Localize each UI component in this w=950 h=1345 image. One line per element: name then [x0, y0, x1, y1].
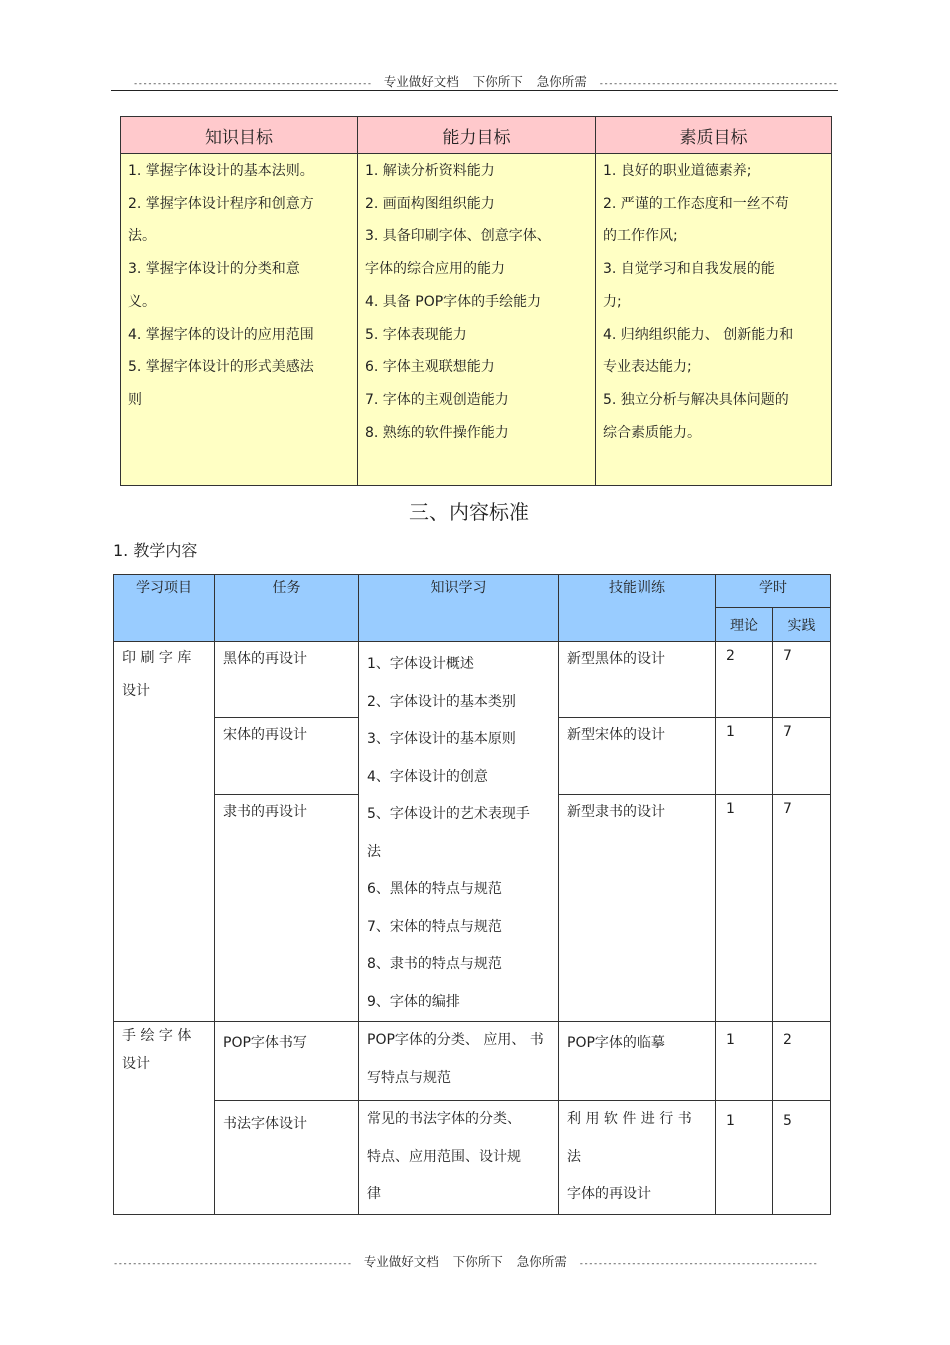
theory-hours-cell: 2 — [716, 642, 773, 718]
task-cell — [215, 642, 359, 718]
knowledge-header: 知识学习 — [359, 575, 559, 642]
quality-goals-cell — [596, 154, 832, 486]
skill-header: 技能训练 — [559, 575, 716, 642]
project-header: 学习项目 — [114, 575, 215, 642]
knowledge-goal-line: 4. 掌握字体的设计的应用范围 — [128, 326, 314, 343]
header-phrase: 专业做好文档 — [383, 74, 459, 89]
knowledge-line: POP字体的分类、 应用、 书 — [367, 1032, 544, 1048]
skill-line: 字体的再设计 — [567, 1186, 651, 1202]
theory-hours-cell: 1 — [716, 718, 773, 794]
project-cell — [114, 642, 215, 1022]
footer-phrase: 专业做好文档 — [363, 1254, 439, 1269]
knowledge-goal-line: 义。 — [128, 293, 156, 310]
content-header-row — [114, 575, 831, 608]
knowledge-line: 特点、应用范围、设计规 — [367, 1148, 521, 1165]
knowledge-cell — [359, 642, 559, 1022]
ability-goal-line: 字体的综合应用的能力 — [365, 261, 505, 278]
practice-header: 实践 — [773, 608, 831, 642]
knowledge-cell — [359, 1101, 559, 1215]
practice-hours-cell: 7 — [773, 794, 831, 1021]
knowledge-goal-line: 3. 掌握字体设计的分类和意 — [128, 261, 300, 278]
task-cell — [215, 718, 359, 794]
knowledge-goal-line: 1. 掌握字体设计的基本法则。 — [128, 163, 314, 179]
ability-goal-line: 1. 解读分析资料能力 — [365, 163, 495, 179]
ability-goal-header: 能力目标 — [358, 117, 596, 154]
practice-hours-cell: 5 — [773, 1101, 831, 1215]
practice-hours-cell: 7 — [773, 642, 831, 718]
skill-text: 新型黑体的设计 — [567, 651, 665, 667]
project-line: 设计 — [122, 1056, 150, 1072]
knowledge-goal-line: 2. 掌握字体设计程序和创意方 — [128, 195, 314, 212]
table-row — [114, 1101, 831, 1215]
knowledge-goal-line: 法。 — [128, 228, 156, 245]
header-dashes-right: -------------------------------------------------- — [598, 79, 838, 89]
header-phrase: 下你所下 — [472, 74, 523, 89]
ability-goal-line: 8. 熟练的软件操作能力 — [365, 424, 509, 441]
skill-text: POP字体的临摹 — [567, 1035, 665, 1051]
theory-hours-cell: 1 — [716, 1022, 773, 1101]
page-header — [133, 72, 837, 90]
knowledge-line: 5、字体设计的艺术表现手 — [367, 806, 530, 822]
knowledge-line: 写特点与规范 — [367, 1069, 451, 1086]
footer-dashes-left: -------------------------------------------------- — [113, 1259, 352, 1269]
task-cell — [215, 1022, 359, 1101]
task-cell — [215, 794, 359, 1021]
quality-goal-line: 1. 良好的职业道德素养; — [603, 163, 752, 179]
theory-header: 理论 — [716, 608, 773, 642]
footer-dashes-right: -------------------------------------------------- — [578, 1259, 818, 1269]
footer-text — [364, 1254, 567, 1269]
project-cell — [114, 1022, 215, 1215]
project-line: 设计 — [122, 683, 150, 699]
practice-hours-cell: 2 — [773, 1022, 831, 1101]
quality-goal-line: 5. 独立分析与解决具体问题的 — [603, 391, 789, 408]
task-text: 黑体的再设计 — [223, 651, 307, 667]
knowledge-line: 7、宋体的特点与规范 — [367, 918, 502, 935]
knowledge-goal-line: 5. 掌握字体设计的形式美感法 — [128, 359, 314, 376]
footer-phrase: 下你所下 — [452, 1254, 503, 1269]
theory-hours-cell: 1 — [716, 794, 773, 1021]
task-text: 隶书的再设计 — [223, 803, 307, 820]
knowledge-line: 律 — [367, 1186, 381, 1202]
skill-cell — [559, 1101, 716, 1215]
table-row — [114, 642, 831, 718]
footer-phrase: 急你所需 — [516, 1254, 567, 1269]
hours-header: 学时 — [716, 575, 831, 608]
knowledge-cell — [359, 1022, 559, 1101]
header-phrase: 急你所需 — [536, 74, 587, 89]
knowledge-goal-header: 知识目标 — [121, 117, 358, 154]
ability-goal-line: 4. 具备 POP字体的手绘能力 — [365, 293, 542, 310]
ability-goal-line: 3. 具备印刷字体、创意字体、 — [365, 228, 551, 245]
page-footer — [113, 1252, 817, 1270]
section-title: 三、内容标准 — [409, 500, 529, 524]
ability-goal-line: 7. 字体的主观创造能力 — [365, 391, 509, 408]
skill-text: 新型宋体的设计 — [567, 727, 665, 744]
ability-goals-cell — [358, 154, 596, 486]
skill-cell — [559, 794, 716, 1021]
knowledge-line: 9、字体的编排 — [367, 993, 460, 1010]
quality-goal-header: 素质目标 — [596, 117, 832, 154]
quality-goal-line: 3. 自觉学习和自我发展的能 — [603, 261, 775, 278]
objectives-body-row — [121, 154, 832, 486]
table-row — [114, 1022, 831, 1101]
skill-cell — [559, 718, 716, 794]
ability-goal-line: 2. 画面构图组织能力 — [365, 195, 495, 212]
knowledge-line: 1、字体设计概述 — [367, 656, 474, 672]
knowledge-line: 常见的书法字体的分类、 — [367, 1111, 521, 1127]
skill-text: 新型隶书的设计 — [567, 803, 665, 820]
quality-goal-line: 的工作作风; — [603, 228, 678, 245]
knowledge-line: 2、字体设计的基本类别 — [367, 693, 516, 710]
theory-hours-cell: 1 — [716, 1101, 773, 1215]
ability-goal-line: 6. 字体主观联想能力 — [365, 359, 495, 376]
objectives-table — [120, 116, 832, 486]
quality-goal-line: 4. 归纳组织能力、 创新能力和 — [603, 326, 794, 343]
practice-hours-cell: 7 — [773, 718, 831, 794]
task-cell — [215, 1101, 359, 1215]
knowledge-line: 4、字体设计的创意 — [367, 768, 488, 785]
objectives-header-row — [121, 117, 832, 154]
project-line: 印 刷 字 库 — [122, 650, 192, 666]
knowledge-line: 3、字体设计的基本原则 — [367, 731, 516, 747]
skill-line: 利 用 软 件 进 行 书 法 — [567, 1111, 692, 1165]
task-text: 书法字体设计 — [223, 1116, 307, 1132]
quality-goal-line: 力; — [603, 293, 622, 310]
header-rule — [111, 90, 838, 91]
quality-goal-line: 2. 严谨的工作态度和一丝不苟 — [603, 195, 789, 212]
header-dashes-left: -------------------------------------------------- — [133, 79, 372, 89]
knowledge-line: 法 — [367, 843, 381, 860]
task-text: POP字体书写 — [223, 1035, 307, 1051]
project-line: 手 绘 字 体 — [122, 1028, 192, 1044]
knowledge-goals-cell — [121, 154, 358, 486]
skill-cell — [559, 642, 716, 718]
task-header: 任务 — [215, 575, 359, 642]
task-text: 宋体的再设计 — [223, 727, 307, 744]
header-text — [384, 74, 587, 89]
knowledge-line: 6、黑体的特点与规范 — [367, 881, 502, 897]
teaching-content-table — [113, 574, 831, 1215]
ability-goal-line: 5. 字体表现能力 — [365, 326, 467, 343]
quality-goal-line: 专业表达能力; — [603, 359, 692, 376]
knowledge-line: 8、隶书的特点与规范 — [367, 956, 502, 972]
skill-cell — [559, 1022, 716, 1101]
subsection-title: 1. 教学内容 — [113, 541, 198, 560]
knowledge-goal-line: 则 — [128, 391, 142, 408]
quality-goal-line: 综合素质能力。 — [603, 424, 701, 441]
